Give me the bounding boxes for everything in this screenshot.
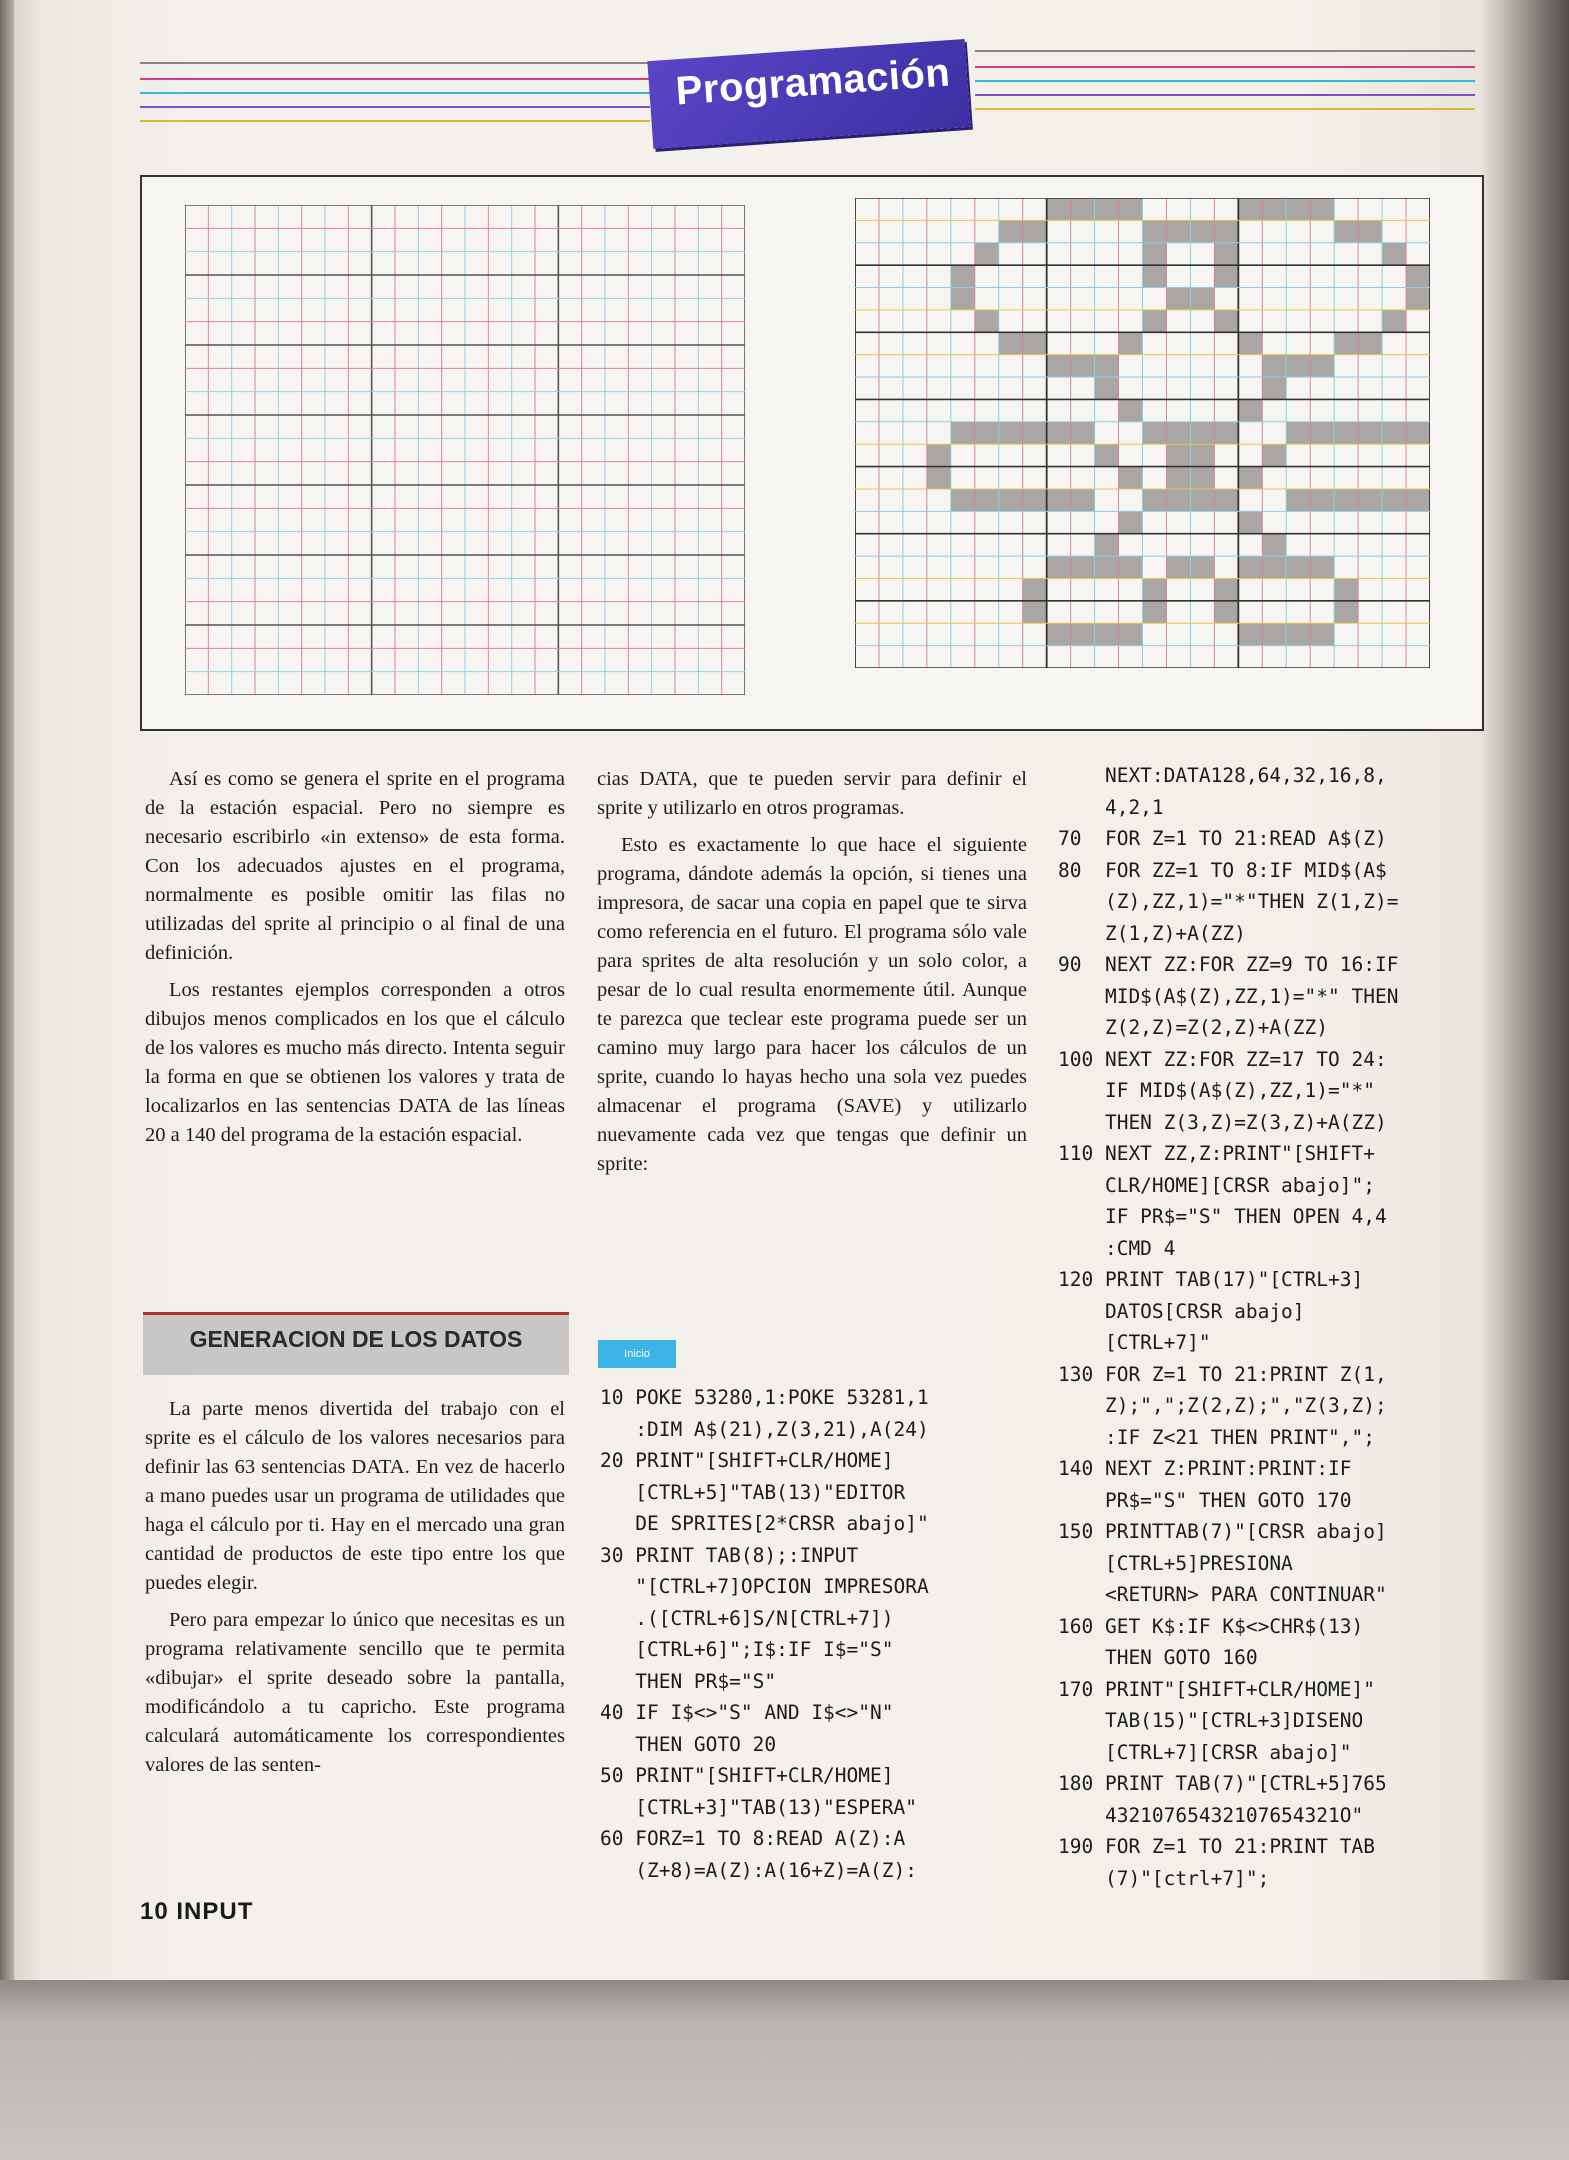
- sprite-pixel: [1214, 265, 1238, 287]
- sprite-pixel: [1358, 489, 1382, 511]
- sprite-pixel: [1047, 489, 1071, 511]
- sprite-pixel: [1310, 422, 1334, 444]
- sprite-layout-grid: [185, 205, 745, 695]
- sprite-pixel: [1047, 556, 1071, 578]
- sprite-pixel: [1166, 489, 1190, 511]
- sprite-pixel: [975, 422, 999, 444]
- sprite-pixel: [1119, 511, 1143, 533]
- sprite-pixel: [1143, 489, 1167, 511]
- header-rule: [140, 62, 650, 64]
- body-paragraph: La parte menos divertida del trabajo con el sprite es el cálculo de los valores necesarios para definir las 63 sentencias DATA. En vez de hacerlo a mano puedes usar un programa de utilidades que haga el cálculo por ti. Hay en el mercado una gran cantidad de productos de este tipo entre los que puedes elegir.: [145, 1398, 565, 1594]
- header-rule: [140, 106, 650, 108]
- body-paragraph: Pero para empezar lo único que necesitas es un programa relativamente sencillo que te permita «dibujar» el sprite deseado sobre la pantalla, modificándolo a tu capricho. Este programa calculará automáticamente los correspondientes valores de las senten-: [145, 1609, 565, 1776]
- sprite-pixel: [1214, 243, 1238, 265]
- header-rule: [975, 66, 1475, 68]
- sprite-pixel: [1095, 534, 1119, 556]
- sprite-pixel: [1143, 310, 1167, 332]
- sprite-pixel: [1406, 422, 1430, 444]
- sprite-pixel: [1166, 288, 1190, 310]
- sprite-pixel: [1023, 422, 1047, 444]
- sprite-pixel: [975, 489, 999, 511]
- page-bottom-shadow: [0, 1980, 1569, 2160]
- sprite-pixel: [1214, 578, 1238, 600]
- sprite-pixel: [1119, 467, 1143, 489]
- subheading: GENERACION DE LOS DATOS: [189, 1326, 523, 1352]
- body-paragraph: Los restantes ejemplos corresponden a otros dibujos menos complicados en los que el cálculo de los valores es mucho más directo. Intenta seguir la forma en que se obtienen los valores y trata de localizarlos en las sentencias DATA de las líneas 20 a 140 del programa de la estación espacial.: [145, 979, 565, 1146]
- sprite-pixel: [1023, 220, 1047, 242]
- sprite-pixel: [1310, 623, 1334, 645]
- sprite-pixel: [1262, 355, 1286, 377]
- header-rule: [140, 120, 650, 122]
- sprite-pixel: [1286, 355, 1310, 377]
- listing-label: Inicio: [598, 1340, 676, 1368]
- body-paragraph: Así es como se genera el sprite en el programa de la estación espacial. Pero no siempre es necesario escribirlo «in extenso» de esta forma. Con los adecuados ajustes en el programa, normalmente es posible omitir las filas no utilizadas del sprite al principio o al final de una definición.: [145, 768, 565, 964]
- sprite-pixel: [1334, 489, 1358, 511]
- article-column-1: [145, 765, 565, 1158]
- sprite-pixel: [1119, 198, 1143, 220]
- sprite-pixel: [1166, 444, 1190, 466]
- sprite-pixel: [1238, 556, 1262, 578]
- sprite-pixel: [1143, 422, 1167, 444]
- sprite-pixel: [1286, 556, 1310, 578]
- sprite-pixel: [1166, 467, 1190, 489]
- sprite-pixel: [1238, 623, 1262, 645]
- sprite-pixel: [1214, 422, 1238, 444]
- sprite-pixel: [1334, 332, 1358, 354]
- sprite-pixel: [1095, 623, 1119, 645]
- sprite-pixel: [1023, 332, 1047, 354]
- sprite-pixel: [1047, 355, 1071, 377]
- sprite-pixel: [1310, 355, 1334, 377]
- sprite-pixel: [1190, 489, 1214, 511]
- article-column-1-continued: [145, 1395, 565, 1788]
- sprite-pixel: [1190, 467, 1214, 489]
- sprite-pixel: [1406, 489, 1430, 511]
- sprite-pixel: [1310, 489, 1334, 511]
- sprite-pixel: [1071, 489, 1095, 511]
- basic-listing-part-2: NEXT:DATA128,64,32,16,8, 4,2,1 70 FOR Z=1 TO 21:READ A$(Z) 80 FOR ZZ=1 TO 8:IF MID$(A$ (Z),ZZ,1)="*"THEN Z(1,Z)= Z(1,Z)+A(ZZ) 90 NEXT ZZ:FOR ZZ=9 TO 16:IF MID$(A$(Z),ZZ,1)="*" THEN Z(2,Z)=Z(2,Z)+A(ZZ) 100 NEXT ZZ:FOR ZZ=17 TO 24: IF MID$(A$(Z),ZZ,1)="*" THEN Z(3,Z)=Z(3,Z)+A(ZZ) 110 NEXT ZZ,Z:PRINT"[SHIFT+ CLR/HOME][CRSR abajo]"; IF PR$="S" THEN OPEN 4,4 :CMD 4 120 PRINT TAB(17)"[CTRL+3] DATOS[CRSR abajo] [CTRL+7]" 130 FOR Z=1 TO 21:PRINT Z(1, Z);",";Z(2,Z);","Z(3,Z); :IF Z<21 THEN PRINT","; 140 NEXT Z:PRINT:PRINT:IF PR$="S" THEN GOTO 170 150 PRINTTAB(7)"[CRSR abajo] [CTRL+5]PRESIONA <RETURN> PARA CONTINUAR" 160 GET K$:IF K$<>CHR$(13) THEN GOTO 160 170 PRINT"[SHIFT+CLR/HOME]" TAB(15)"[CTRL+3]DISENO [CTRL+7][CRSR abajo]" 180 PRINT TAB(7)"[CTRL+5]765 43210765432107654321O" 190 FOR Z=1 TO 21:PRINT TAB (7)"[ctrl+7]";: [1058, 764, 1399, 1890]
- sprite-pixel: [951, 265, 975, 287]
- sprite-pixel: [1262, 377, 1286, 399]
- sprite-pixel: [1310, 556, 1334, 578]
- sprite-pixel: [1143, 578, 1167, 600]
- body-paragraph: cias DATA, que te pueden servir para definir el sprite y utilizarlo en otros programas.: [597, 768, 1027, 819]
- page-binding: [0, 0, 14, 1990]
- article-column-2: [597, 765, 1027, 1187]
- sprite-pixel: [1095, 444, 1119, 466]
- sprite-pixel: [1238, 467, 1262, 489]
- sprite-pixel: [1095, 355, 1119, 377]
- sprite-pixel: [1262, 198, 1286, 220]
- sprite-pixel: [927, 467, 951, 489]
- sprite-pixel: [1071, 198, 1095, 220]
- sprite-pixel: [1047, 198, 1071, 220]
- sprite-pixel: [1190, 444, 1214, 466]
- sprite-pixel: [1143, 220, 1167, 242]
- sprite-pixel: [1143, 243, 1167, 265]
- sprite-pixel: [1214, 489, 1238, 511]
- sprite-pixel: [1286, 422, 1310, 444]
- sprite-pixel: [1071, 422, 1095, 444]
- header-rule: [975, 108, 1475, 110]
- sprite-pixel: [1286, 623, 1310, 645]
- sprite-pixel: [1262, 623, 1286, 645]
- sprite-pixel: [951, 288, 975, 310]
- sprite-pattern-grid: [855, 198, 1430, 668]
- sprite-pixel: [1238, 332, 1262, 354]
- sprite-pixel: [1262, 534, 1286, 556]
- section-title: Programación: [674, 50, 952, 114]
- sprite-pixel: [1382, 489, 1406, 511]
- sprite-pixel: [951, 422, 975, 444]
- sprite-pixel: [1047, 623, 1071, 645]
- sprite-pixel: [999, 332, 1023, 354]
- sprite-pixel: [1095, 198, 1119, 220]
- sprite-pixel: [951, 489, 975, 511]
- sprite-pixel: [1238, 511, 1262, 533]
- sprite-pixel: [1334, 220, 1358, 242]
- sprite-pixel: [1382, 243, 1406, 265]
- sprite-pixel: [999, 489, 1023, 511]
- sprite-pixel: [1262, 556, 1286, 578]
- sprite-pixel: [1334, 578, 1358, 600]
- sprite-pixel: [1214, 601, 1238, 623]
- sprite-pixel: [1071, 556, 1095, 578]
- header-rule: [140, 92, 650, 94]
- body-paragraph: Esto es exactamente lo que hace el siguiente programa, dándote además la opción, si tienes una impresora, de sacar una copia en papel que te sirva como referencia en el futuro. El programa sólo vale para sprites de alta resolución y un solo color, a pesar de lo cual resulta enormemente útil. Aunque te parezca que teclear este programa puede ser un camino muy largo para hacer los cálculos de un sprite, cuando lo hayas hecho una sola vez puedes almacenar el programa (SAVE) y utilizarlo nuevamente cada vez que tengas que definir un sprite:: [597, 834, 1027, 1175]
- sprite-pixel: [1166, 220, 1190, 242]
- sprite-pixel: [1238, 399, 1262, 421]
- sprite-pixel: [1238, 198, 1262, 220]
- sprite-pixel: [1382, 310, 1406, 332]
- sprite-pixel: [1166, 422, 1190, 444]
- sprite-pixel: [1358, 220, 1382, 242]
- sprite-pixel: [1023, 489, 1047, 511]
- sprite-pixel: [1071, 623, 1095, 645]
- sprite-pixel: [1190, 288, 1214, 310]
- sprite-pixel: [1190, 422, 1214, 444]
- sprite-pixel: [1406, 265, 1430, 287]
- sprite-pixel: [999, 220, 1023, 242]
- sprite-pixel: [1190, 220, 1214, 242]
- sprite-pixel: [1286, 198, 1310, 220]
- sprite-pixel: [1406, 288, 1430, 310]
- header-rule: [975, 50, 1475, 52]
- sprite-pixel: [1119, 332, 1143, 354]
- sprite-pixel: [1143, 265, 1167, 287]
- sprite-pixel: [1166, 556, 1190, 578]
- sprite-pixel: [1214, 310, 1238, 332]
- sprite-pixel: [1143, 601, 1167, 623]
- sprite-pixel: [975, 310, 999, 332]
- header-rule: [975, 80, 1475, 82]
- sprite-pixel: [1334, 601, 1358, 623]
- page-edge-shadow: [1482, 0, 1569, 1990]
- sprite-pixel: [1310, 198, 1334, 220]
- header-rule: [140, 78, 650, 80]
- sprite-pixel: [1071, 355, 1095, 377]
- sprite-pixel: [1095, 377, 1119, 399]
- sprite-pixel: [1119, 556, 1143, 578]
- sprite-pixel: [1382, 422, 1406, 444]
- sprite-pixel: [1262, 444, 1286, 466]
- sprite-pixel: [999, 422, 1023, 444]
- sprite-pixel: [1334, 422, 1358, 444]
- sprite-pixel: [1286, 489, 1310, 511]
- header-rule: [975, 94, 1475, 96]
- sprite-pixel: [975, 243, 999, 265]
- basic-listing-part-1: 10 POKE 53280,1:POKE 53281,1 :DIM A$(21),Z(3,21),A(24) 20 PRINT"[SHIFT+CLR/HOME] [CTRL+5]"TAB(13)"EDITOR DE SPRITES[2*CRSR abajo]" 30 PRINT TAB(8);:INPUT "[CTRL+7]OPCION IMPRESORA .([CTRL+6]S/N[CTRL+7]) [CTRL+6]";I$:IF I$="S" THEN PR$="S" 40 IF I$<>"S" AND I$<>"N" THEN GOTO 20 50 PRINT"[SHIFT+CLR/HOME] [CTRL+3]"TAB(13)"ESPERA" 60 FORZ=1 TO 8:READ A(Z):A (Z+8)=A(Z):A(16+Z)=A(Z):: [600, 1386, 929, 1882]
- sprite-pixel: [1214, 220, 1238, 242]
- sprite-pixel: [1358, 422, 1382, 444]
- sprite-pixel: [1023, 578, 1047, 600]
- sprite-pixel: [1023, 601, 1047, 623]
- sprite-pixel: [1095, 556, 1119, 578]
- sprite-pixel: [1119, 399, 1143, 421]
- sprite-pixel: [1047, 422, 1071, 444]
- sprite-pixel: [1358, 332, 1382, 354]
- sprite-pixel: [1190, 556, 1214, 578]
- page-folio: 10 INPUT: [140, 1898, 254, 1925]
- sprite-pixel: [1119, 623, 1143, 645]
- sprite-pixel: [927, 444, 951, 466]
